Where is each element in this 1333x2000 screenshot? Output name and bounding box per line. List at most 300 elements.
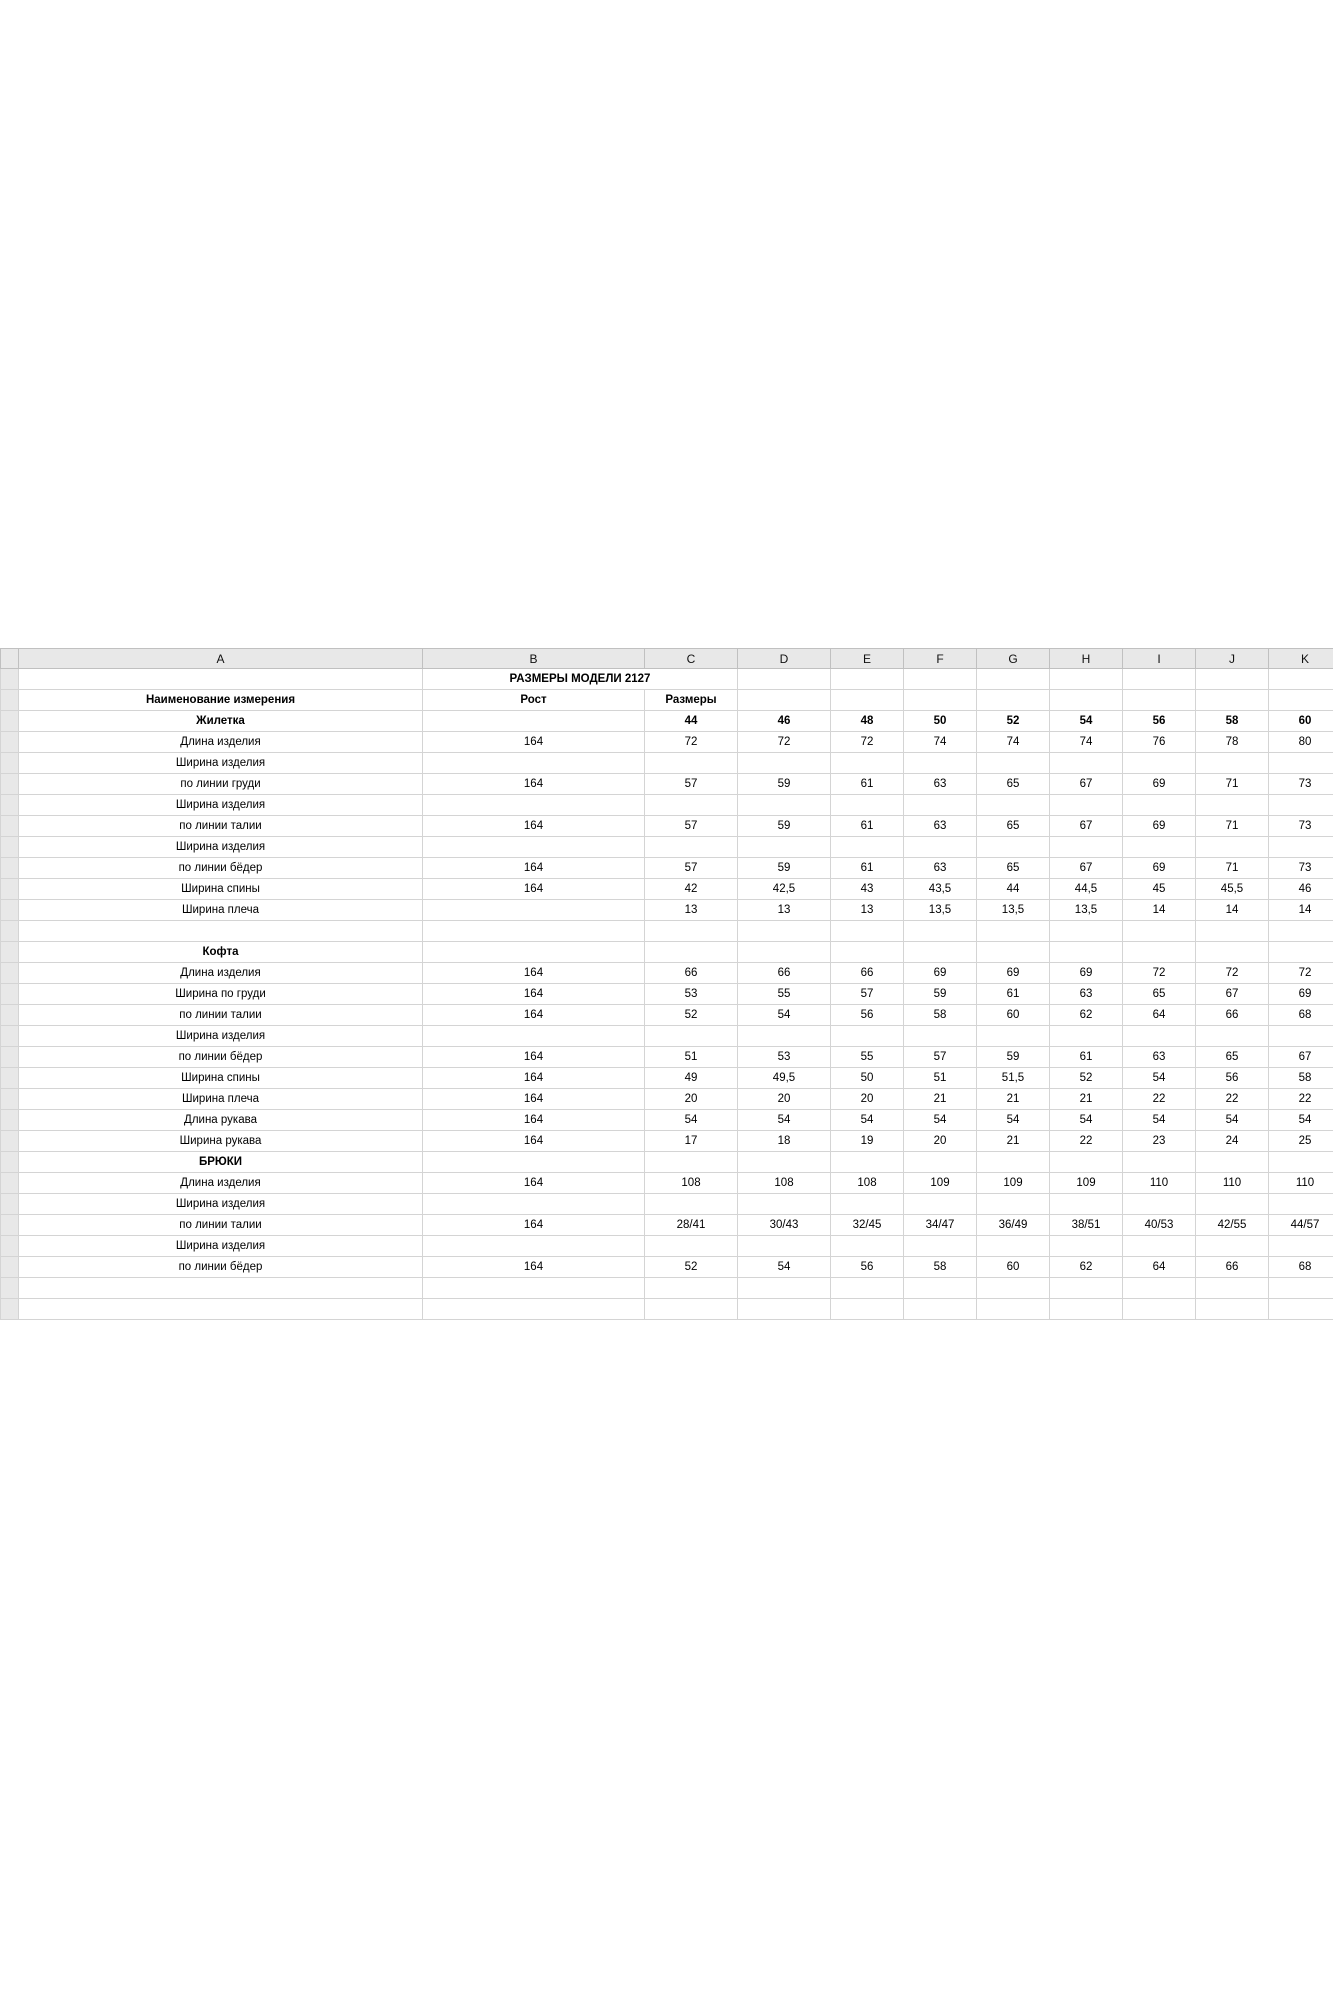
row-header[interactable] xyxy=(1,1194,19,1215)
cell: 13,5 xyxy=(904,900,977,921)
cell-blank[interactable] xyxy=(1123,942,1196,963)
cell-blank[interactable] xyxy=(645,942,738,963)
cell xyxy=(645,795,738,816)
cell-blank[interactable] xyxy=(1123,1299,1196,1320)
cell: 49 xyxy=(645,1068,738,1089)
cell: 55 xyxy=(738,984,831,1005)
cell: 63 xyxy=(904,816,977,837)
cell xyxy=(1269,1236,1333,1257)
cell-blank[interactable] xyxy=(831,1278,904,1299)
cell-blank[interactable] xyxy=(1196,942,1269,963)
row-label: Ширина по груди xyxy=(19,984,423,1005)
selected-cell[interactable] xyxy=(19,669,423,690)
cell: 21 xyxy=(904,1089,977,1110)
cell-blank[interactable] xyxy=(1123,669,1196,690)
cell-blank[interactable] xyxy=(1123,1152,1196,1173)
cell xyxy=(738,1026,831,1047)
cell-blank[interactable] xyxy=(977,690,1050,711)
row-label: Ширина изделия xyxy=(19,1236,423,1257)
row-height: 164 xyxy=(423,1005,645,1026)
cell xyxy=(1050,1194,1123,1215)
cell: 54 xyxy=(738,1110,831,1131)
column-header-b[interactable]: B xyxy=(423,649,645,669)
cell: 64 xyxy=(1123,1005,1196,1026)
cell xyxy=(831,1194,904,1215)
row-height: 164 xyxy=(423,1047,645,1068)
row-header[interactable] xyxy=(1,669,19,690)
row-header[interactable] xyxy=(1,837,19,858)
cell: 59 xyxy=(738,858,831,879)
cell-blank[interactable] xyxy=(977,1299,1050,1320)
cell: 71 xyxy=(1196,858,1269,879)
cell-blank[interactable] xyxy=(738,690,831,711)
cell-blank[interactable] xyxy=(423,1299,645,1320)
cell-blank[interactable] xyxy=(19,921,423,942)
cell: 66 xyxy=(738,963,831,984)
cell-blank[interactable] xyxy=(1269,921,1333,942)
cell: 67 xyxy=(1050,858,1123,879)
row-height: 164 xyxy=(423,879,645,900)
cell: 59 xyxy=(738,816,831,837)
cell-blank[interactable] xyxy=(19,1299,423,1320)
row-header[interactable] xyxy=(1,1089,19,1110)
cell: 55 xyxy=(831,1047,904,1068)
cell: 71 xyxy=(1196,774,1269,795)
row-header[interactable] xyxy=(1,753,19,774)
cell: 65 xyxy=(977,858,1050,879)
size-header-54: 54 xyxy=(1050,711,1123,732)
table-row xyxy=(1,879,1333,900)
column-header-e[interactable]: E xyxy=(831,649,904,669)
row-header[interactable] xyxy=(1,1299,19,1320)
cell: 63 xyxy=(1050,984,1123,1005)
cell: 56 xyxy=(1196,1068,1269,1089)
cell: 66 xyxy=(1196,1005,1269,1026)
row-header[interactable] xyxy=(1,1047,19,1068)
cell xyxy=(645,837,738,858)
column-header-d[interactable]: D xyxy=(738,649,831,669)
row-label: Ширина изделия xyxy=(19,753,423,774)
row-label: Ширина спины xyxy=(19,879,423,900)
row-height: 164 xyxy=(423,816,645,837)
row-header[interactable] xyxy=(1,1278,19,1299)
cell-blank[interactable] xyxy=(423,1278,645,1299)
row-header[interactable] xyxy=(1,1257,19,1278)
cell: 69 xyxy=(1123,816,1196,837)
cell-blank[interactable] xyxy=(831,1152,904,1173)
row-header[interactable] xyxy=(1,858,19,879)
table-row xyxy=(1,1215,1333,1236)
cell: 21 xyxy=(1050,1089,1123,1110)
row-header[interactable] xyxy=(1,879,19,900)
cell-blank[interactable] xyxy=(1269,690,1333,711)
section-header-row xyxy=(1,711,1333,732)
cell: 63 xyxy=(904,858,977,879)
cell: 42,5 xyxy=(738,879,831,900)
cell xyxy=(645,1194,738,1215)
cell: 36/49 xyxy=(977,1215,1050,1236)
cell: 58 xyxy=(904,1005,977,1026)
cell: 54 xyxy=(738,1005,831,1026)
column-header-c[interactable]: C xyxy=(645,649,738,669)
cell xyxy=(1196,1236,1269,1257)
table-row xyxy=(1,795,1333,816)
cell: 40/53 xyxy=(1123,1215,1196,1236)
cell-blank[interactable] xyxy=(831,690,904,711)
cell-blank[interactable] xyxy=(977,1278,1050,1299)
cell: 69 xyxy=(977,963,1050,984)
cell: 43,5 xyxy=(904,879,977,900)
row-header[interactable] xyxy=(1,984,19,1005)
cell-blank[interactable] xyxy=(738,669,831,690)
cell xyxy=(977,837,1050,858)
cell xyxy=(1196,1026,1269,1047)
cell: 25 xyxy=(1269,1131,1333,1152)
row-height: 164 xyxy=(423,1110,645,1131)
cell: 57 xyxy=(645,858,738,879)
cell-blank[interactable] xyxy=(904,1278,977,1299)
row-label: по линии талии xyxy=(19,816,423,837)
cell: 73 xyxy=(1269,816,1333,837)
cell: 52 xyxy=(645,1257,738,1278)
cell-blank[interactable] xyxy=(1269,1278,1333,1299)
cell xyxy=(1050,837,1123,858)
cell: 109 xyxy=(977,1173,1050,1194)
table-row xyxy=(1,1194,1333,1215)
cell: 20 xyxy=(645,1089,738,1110)
cell: 46 xyxy=(1269,879,1333,900)
cell: 51 xyxy=(645,1047,738,1068)
cell-blank[interactable] xyxy=(1050,690,1123,711)
cell: 67 xyxy=(1269,1047,1333,1068)
cell: 23 xyxy=(1123,1131,1196,1152)
cell-blank[interactable] xyxy=(1050,1152,1123,1173)
table-row xyxy=(1,1026,1333,1047)
table-row xyxy=(1,1110,1333,1131)
row-label: по линии талии xyxy=(19,1005,423,1026)
cell xyxy=(1123,1026,1196,1047)
table-row xyxy=(1,753,1333,774)
size-chart-table xyxy=(0,648,1333,1320)
cell: 61 xyxy=(977,984,1050,1005)
cell: 57 xyxy=(831,984,904,1005)
cell xyxy=(831,795,904,816)
table-row xyxy=(1,732,1333,753)
row-header[interactable] xyxy=(1,711,19,732)
cell-blank[interactable] xyxy=(904,669,977,690)
cell: 109 xyxy=(904,1173,977,1194)
table-row xyxy=(1,1173,1333,1194)
cell xyxy=(831,1236,904,1257)
cell: 72 xyxy=(645,732,738,753)
section-title-vest: Жилетка xyxy=(19,711,423,732)
cell-blank[interactable] xyxy=(738,1299,831,1320)
cell-blank[interactable] xyxy=(645,1152,738,1173)
column-header-a[interactable]: A xyxy=(19,649,423,669)
column-header-j[interactable]: J xyxy=(1196,649,1269,669)
empty-row xyxy=(1,1278,1333,1299)
cell-blank[interactable] xyxy=(977,669,1050,690)
cell-blank[interactable] xyxy=(1050,1278,1123,1299)
cell-blank[interactable] xyxy=(831,942,904,963)
cell-blank[interactable] xyxy=(645,1299,738,1320)
cell: 44 xyxy=(977,879,1050,900)
column-header-row xyxy=(1,649,1333,669)
row-label: Ширина рукава xyxy=(19,1131,423,1152)
cell: 50 xyxy=(831,1068,904,1089)
cell xyxy=(1196,795,1269,816)
table-row xyxy=(1,816,1333,837)
row-label: Длина изделия xyxy=(19,1173,423,1194)
row-height xyxy=(423,837,645,858)
cell xyxy=(1123,1236,1196,1257)
cell xyxy=(645,1026,738,1047)
header-labels-row xyxy=(1,690,1333,711)
cell: 54 xyxy=(1269,1110,1333,1131)
cell: 59 xyxy=(977,1047,1050,1068)
cell: 38/51 xyxy=(1050,1215,1123,1236)
cell: 110 xyxy=(1269,1173,1333,1194)
cell-blank[interactable] xyxy=(831,921,904,942)
cell: 13,5 xyxy=(1050,900,1123,921)
cell-blank[interactable] xyxy=(904,1299,977,1320)
cell: 57 xyxy=(645,774,738,795)
row-header[interactable] xyxy=(1,1236,19,1257)
cell xyxy=(904,1026,977,1047)
cell-blank[interactable] xyxy=(977,1152,1050,1173)
cell-blank[interactable] xyxy=(738,942,831,963)
cell xyxy=(1123,795,1196,816)
row-header[interactable] xyxy=(1,690,19,711)
cell-blank[interactable] xyxy=(831,1299,904,1320)
row-header[interactable] xyxy=(1,1110,19,1131)
table-row xyxy=(1,1089,1333,1110)
cell: 67 xyxy=(1196,984,1269,1005)
cell-blank[interactable] xyxy=(1196,690,1269,711)
row-height: 164 xyxy=(423,858,645,879)
row-label: Ширина плеча xyxy=(19,1089,423,1110)
cell xyxy=(1050,753,1123,774)
cell: 65 xyxy=(977,816,1050,837)
row-height: 164 xyxy=(423,732,645,753)
cell-blank[interactable] xyxy=(738,1152,831,1173)
cell: 108 xyxy=(738,1173,831,1194)
cell-blank[interactable] xyxy=(645,921,738,942)
cell-blank[interactable] xyxy=(423,1152,645,1173)
cell: 30/43 xyxy=(738,1215,831,1236)
row-header[interactable] xyxy=(1,900,19,921)
cell: 61 xyxy=(831,858,904,879)
row-header[interactable] xyxy=(1,1131,19,1152)
cell-blank[interactable] xyxy=(423,711,645,732)
cell xyxy=(1123,1194,1196,1215)
cell-blank[interactable] xyxy=(738,1278,831,1299)
row-header[interactable] xyxy=(1,921,19,942)
row-header[interactable] xyxy=(1,1026,19,1047)
cell: 72 xyxy=(1196,963,1269,984)
table-row xyxy=(1,1068,1333,1089)
table-row xyxy=(1,1047,1333,1068)
cell-blank[interactable] xyxy=(1123,690,1196,711)
cell-blank[interactable] xyxy=(1269,1152,1333,1173)
cell-blank[interactable] xyxy=(1123,921,1196,942)
cell: 13 xyxy=(645,900,738,921)
spreadsheet-area xyxy=(0,648,1333,1320)
cell: 68 xyxy=(1269,1257,1333,1278)
cell: 43 xyxy=(831,879,904,900)
cell-blank[interactable] xyxy=(1196,1152,1269,1173)
cell: 54 xyxy=(1123,1068,1196,1089)
cell-blank[interactable] xyxy=(1050,942,1123,963)
cell: 67 xyxy=(1050,774,1123,795)
cell: 62 xyxy=(1050,1005,1123,1026)
cell: 53 xyxy=(645,984,738,1005)
row-header[interactable] xyxy=(1,963,19,984)
cell: 53 xyxy=(738,1047,831,1068)
cell: 74 xyxy=(977,732,1050,753)
cell-blank[interactable] xyxy=(977,921,1050,942)
row-label: Длина изделия xyxy=(19,963,423,984)
cell: 14 xyxy=(1196,900,1269,921)
size-header-50: 50 xyxy=(904,711,977,732)
cell-blank[interactable] xyxy=(1196,921,1269,942)
cell: 54 xyxy=(831,1110,904,1131)
row-height: 164 xyxy=(423,984,645,1005)
row-height: 164 xyxy=(423,1173,645,1194)
table-row xyxy=(1,1257,1333,1278)
section-title-trousers: БРЮКИ xyxy=(19,1152,423,1173)
corner-cell[interactable] xyxy=(1,649,19,669)
row-header[interactable] xyxy=(1,1005,19,1026)
cell-blank[interactable] xyxy=(1050,921,1123,942)
cell xyxy=(904,1194,977,1215)
cell xyxy=(645,753,738,774)
cell: 20 xyxy=(738,1089,831,1110)
cell: 108 xyxy=(831,1173,904,1194)
cell xyxy=(1269,1026,1333,1047)
cell-blank[interactable] xyxy=(423,921,645,942)
cell: 34/47 xyxy=(904,1215,977,1236)
cell: 74 xyxy=(1050,732,1123,753)
cell: 14 xyxy=(1269,900,1333,921)
row-header[interactable] xyxy=(1,1068,19,1089)
cell-blank[interactable] xyxy=(1196,1278,1269,1299)
row-header[interactable] xyxy=(1,816,19,837)
cell-blank[interactable] xyxy=(904,1152,977,1173)
cell-blank[interactable] xyxy=(1050,1299,1123,1320)
column-header-f[interactable]: F xyxy=(904,649,977,669)
header-sizes-label: Размеры xyxy=(645,690,738,711)
cell-blank[interactable] xyxy=(1123,1278,1196,1299)
column-header-k[interactable]: K xyxy=(1269,649,1333,669)
cell xyxy=(977,753,1050,774)
cell-blank[interactable] xyxy=(19,1278,423,1299)
cell-blank[interactable] xyxy=(1196,1299,1269,1320)
cell: 69 xyxy=(1123,858,1196,879)
cell-blank[interactable] xyxy=(904,921,977,942)
cell: 54 xyxy=(738,1257,831,1278)
cell: 80 xyxy=(1269,732,1333,753)
row-header[interactable] xyxy=(1,774,19,795)
size-header-44: 44 xyxy=(645,711,738,732)
table-row xyxy=(1,1131,1333,1152)
row-header[interactable] xyxy=(1,942,19,963)
cell: 109 xyxy=(1050,1173,1123,1194)
column-header-g[interactable]: G xyxy=(977,649,1050,669)
column-header-i[interactable]: I xyxy=(1123,649,1196,669)
cell: 56 xyxy=(831,1257,904,1278)
cell: 110 xyxy=(1196,1173,1269,1194)
cell xyxy=(977,1026,1050,1047)
row-header[interactable] xyxy=(1,1173,19,1194)
cell: 69 xyxy=(904,963,977,984)
cell: 76 xyxy=(1123,732,1196,753)
size-header-58: 58 xyxy=(1196,711,1269,732)
column-header-h[interactable]: H xyxy=(1050,649,1123,669)
cell: 72 xyxy=(831,732,904,753)
table-row xyxy=(1,984,1333,1005)
cell xyxy=(1123,837,1196,858)
cell xyxy=(1050,1026,1123,1047)
cell-blank[interactable] xyxy=(904,942,977,963)
size-header-56: 56 xyxy=(1123,711,1196,732)
cell: 72 xyxy=(738,732,831,753)
row-header[interactable] xyxy=(1,1152,19,1173)
cell: 42/55 xyxy=(1196,1215,1269,1236)
cell-blank[interactable] xyxy=(1050,669,1123,690)
cell-blank[interactable] xyxy=(831,669,904,690)
size-header-52: 52 xyxy=(977,711,1050,732)
cell-blank[interactable] xyxy=(423,942,645,963)
cell: 51 xyxy=(904,1068,977,1089)
cell: 49,5 xyxy=(738,1068,831,1089)
cell: 32/45 xyxy=(831,1215,904,1236)
cell: 73 xyxy=(1269,774,1333,795)
cell: 66 xyxy=(645,963,738,984)
cell xyxy=(1050,795,1123,816)
cell-blank[interactable] xyxy=(1269,1299,1333,1320)
cell xyxy=(831,753,904,774)
cell-blank[interactable] xyxy=(1196,669,1269,690)
cell: 22 xyxy=(1050,1131,1123,1152)
cell: 22 xyxy=(1123,1089,1196,1110)
cell: 20 xyxy=(904,1131,977,1152)
cell-blank[interactable] xyxy=(1269,942,1333,963)
cell: 61 xyxy=(831,816,904,837)
row-label: Ширина изделия xyxy=(19,837,423,858)
cell: 54 xyxy=(977,1110,1050,1131)
row-header[interactable] xyxy=(1,1215,19,1236)
row-header[interactable] xyxy=(1,732,19,753)
cell xyxy=(738,1236,831,1257)
cell-blank[interactable] xyxy=(645,1278,738,1299)
cell: 69 xyxy=(1269,984,1333,1005)
size-header-46: 46 xyxy=(738,711,831,732)
row-header[interactable] xyxy=(1,795,19,816)
row-height: 164 xyxy=(423,963,645,984)
cell-blank[interactable] xyxy=(904,690,977,711)
cell xyxy=(1269,1194,1333,1215)
row-height: 164 xyxy=(423,1215,645,1236)
cell xyxy=(904,753,977,774)
cell xyxy=(645,1236,738,1257)
cell: 69 xyxy=(1050,963,1123,984)
cell-blank[interactable] xyxy=(738,921,831,942)
cell: 24 xyxy=(1196,1131,1269,1152)
cell-blank[interactable] xyxy=(977,942,1050,963)
cell: 13 xyxy=(831,900,904,921)
table-row xyxy=(1,900,1333,921)
